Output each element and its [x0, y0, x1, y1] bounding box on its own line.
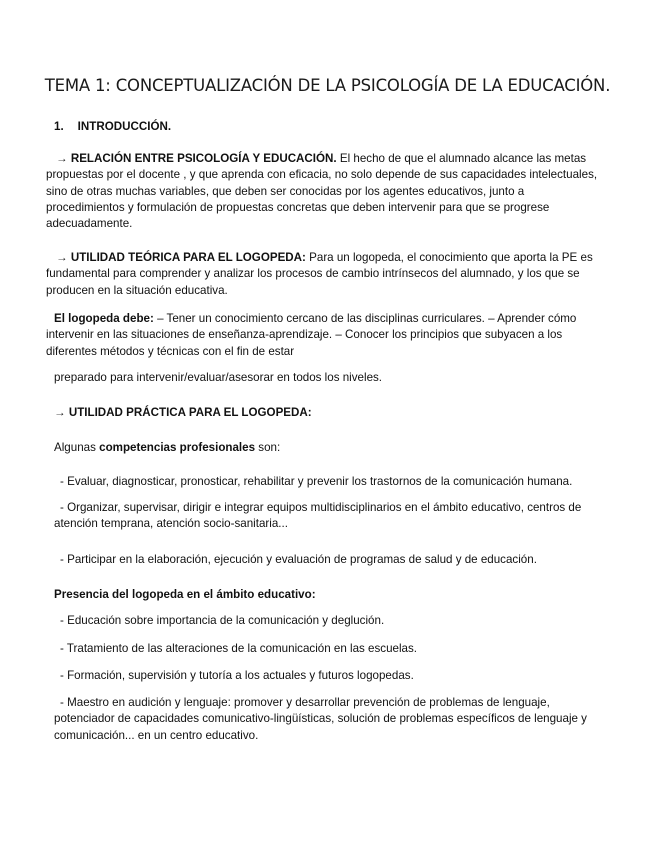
section-heading-introduccion — [54, 119, 171, 135]
heading-utilidad-practica-text: → UTILIDAD PRÁCTICA PARA EL LOGOPEDA: — [54, 406, 312, 419]
list-item: - Tratamiento de las alteraciones de la comunicación en las escuelas. — [60, 642, 418, 655]
competencias-post: son: — [255, 441, 281, 454]
page-title: TEMA 1: CONCEPTUALIZACIÓN DE LA PSICOLOGÍA DE LA EDUCACIÓN. — [44, 76, 611, 95]
paragraph-utilidad-teorica — [46, 250, 606, 299]
heading-presencia-text: Presencia del logopeda en el ámbito educativo: — [54, 588, 316, 601]
list-item: - Evaluar, diagnosticar, pronosticar, rehabilitar y prevenir los trastornos de la comunicación humana. — [60, 475, 573, 488]
section-label: INTRODUCCIÓN. — [77, 120, 172, 133]
list-item: - Maestro en audición y lenguaje: promover y desarrollar prevención de problemas de lenguaje, potenciador de capacidades comunicativo-lingüísticas, solución de problemas específicos de lenguaje y comunicación... en un centro educativo. — [54, 696, 587, 742]
heading-utilidad-teorica: → UTILIDAD TEÓRICA PARA EL LOGOPEDA: — [56, 251, 306, 264]
list-item: - Formación, supervisión y tutoría a los actuales y futuros logopedas. — [60, 669, 414, 682]
section-number: 1. — [54, 120, 64, 133]
heading-relacion: → RELACIÓN ENTRE PSICOLOGÍA Y EDUCACIÓN. — [56, 152, 337, 165]
text-relacion: El hecho de que el alumnado alcance las metas propuestas por el docente , y que aprenda con eficacia, no solo depende de sus capacidades intelectuales, sino de otras muchas variables, que deben ser conocidas por los agentes educativos, junto a procedimientos y formulación de propuestas concretas que deben intervenir para que se progrese adecuadamente. — [46, 152, 598, 231]
heading-utilidad-practica — [54, 405, 606, 421]
paragraph-competencias — [54, 440, 606, 456]
heading-presencia — [54, 587, 606, 603]
paragraph-preparado: preparado para intervenir/evaluar/asesorar en todos los niveles. — [54, 371, 383, 384]
paragraph-relacion — [46, 151, 606, 232]
competencias-bold: competencias profesionales — [99, 441, 256, 454]
heading-logopeda-debe: El logopeda debe: — [54, 312, 154, 325]
paragraph-logopeda-debe — [46, 311, 606, 360]
list-item: - Organizar, supervisar, dirigir e integrar equipos multidisciplinarios en el ámbito educativo, centros de atención temprana, atención socio-sanitaria... — [54, 501, 582, 531]
list-item: - Educación sobre importancia de la comunicación y deglución. — [60, 614, 385, 627]
list-item: - Participar en la elaboración, ejecución y evaluación de programas de salud y de educación. — [60, 553, 537, 566]
text-logopeda-debe: – Tener un conocimiento cercano de las disciplinas curriculares. – Aprender cómo intervenir en las situaciones de enseñanza-aprendizaje. – Conocer los principios que subyacen a los diferentes métodos y técnicas con el fin de estar — [46, 312, 577, 358]
text-utilidad-teorica: Para un logopeda, el conocimiento que aporta la PE es fundamental para comprender y analizar los procesos de cambio intrínsecos del alumnado, y los que se producen en la situación educativa. — [46, 251, 593, 297]
competencias-pre: Algunas — [54, 441, 100, 454]
